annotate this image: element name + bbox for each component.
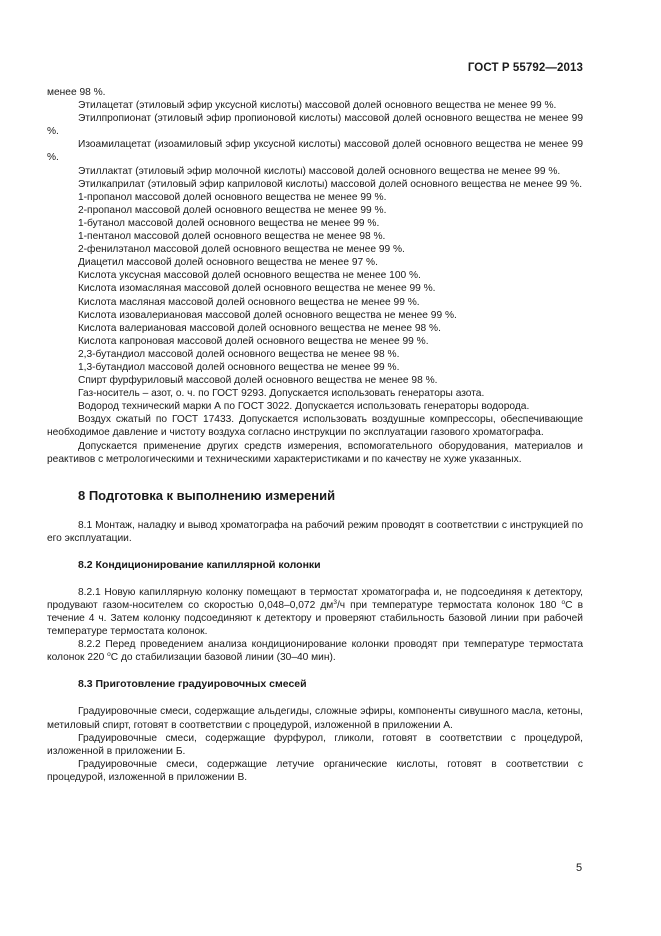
paragraph: Градуировочные смеси, содержащие летучие органические кислоты, готовят в соответствии с процедурой, изложенной в приложении В.	[47, 758, 583, 783]
paragraph: Кислота изомасляная массовой долей основного вещества не менее 99 %.	[78, 283, 436, 295]
document-header: ГОСТ Р 55792—2013	[467, 62, 583, 74]
paragraph: 2-фенилэтанол массовой долей основного вещества не менее 99 %.	[78, 244, 405, 256]
paragraph: 1-пентанол массовой долей основного вещества не менее 98 %.	[78, 231, 386, 243]
paragraph: Допускается применение других средств измерения, вспомогательного оборудования, материалов и реактивов с метрологическими и техническими характеристиками и по качеству не хуже указанных.	[47, 440, 583, 465]
paragraph: 1-пропанол массовой долей основного вещества не менее 99 %.	[78, 191, 387, 203]
section-heading: 8 Подготовка к выполнению измерений	[78, 487, 336, 503]
paragraph: Этилкаприлат (этиловый эфир каприловой кислоты) массовой долей основного вещества не менее 99 %.	[78, 178, 583, 190]
paragraph: Воздух сжатый по ГОСТ 17433. Допускается использовать воздушные компрессоры, обеспечивающие необходимое давление и чистоту воздуха согласно инструкции по эксплуатации газового хроматографа.	[47, 414, 583, 439]
paragraph: Водород технический марки А по ГОСТ 3022. Допускается использовать генераторы водорода.	[78, 401, 530, 413]
paragraph: менее 98 %.	[47, 87, 106, 98]
paragraph: Этиллактат (этиловый эфир молочной кислоты) массовой долей основного вещества не менее 99 %.	[78, 165, 561, 177]
paragraph: 8.2.2 Перед проведением анализа кондиционирование колонки проводят при температуре термостата колонок 220 $^о$С до стабилизации базовой линии (30–40 мин).	[47, 639, 583, 664]
document-body	[47, 86, 583, 784]
paragraph: Градуировочные смеси, содержащие фурфурол, гликоли, готовят в соответствии с процедурой, изложенной в приложении Б.	[47, 732, 583, 757]
page-number: 5	[576, 862, 583, 874]
paragraph: 1-бутанол массовой долей основного вещества не менее 99 %.	[78, 217, 380, 229]
paragraph: Спирт фурфуриловый массовой долей основного вещества не менее 98 %.	[78, 375, 438, 387]
paragraph: 2-пропанол массовой долей основного вещества не менее 99 %.	[78, 204, 387, 216]
paragraph: Кислота капроновая массовой долей основного вещества не менее 99 %.	[78, 335, 429, 347]
paragraph: Кислота уксусная массовой долей основного вещества не менее 100 %.	[78, 270, 421, 282]
paragraph: Кислота масляная массовой долей основного вещества не менее 99 %.	[78, 296, 420, 308]
paragraph: Кислота изовалериановая массовой долей основного вещества не менее 99 %.	[78, 309, 457, 321]
paragraph: 8.1 Монтаж, наладку и вывод хроматографа на рабочий режим проводят в соответствии с инструкцией по его эксплуатации.	[47, 519, 583, 544]
subsection-heading: 8.2 Кондиционирование капиллярной колонки	[78, 558, 321, 571]
paragraph: Изоамилацетат (изоамиловый эфир уксусной кислоты) массовой долей основного вещества не менее 99 %.	[47, 139, 583, 164]
paragraph: 8.2.1 Новую капиллярную колонку помещают в термостат хроматографа и, не подсоединяя к детектору, продувают газом-носителем со скоростью 0,048–0,072 $дм^3/ч$ при температуре термостата колонок 180 $^о$С в течение 4 ч. Затем колонку подсоединяют к детектору и проверяют стабильность базовой линии при рабочей температуре термостата колонок.	[47, 586, 584, 638]
paragraph: 1,3-бутандиол массовой долей основного вещества не менее 99 %.	[78, 361, 400, 373]
paragraph: Диацетил массовой долей основного вещества не менее 97 %.	[78, 257, 378, 269]
paragraph: Градуировочные смеси, содержащие альдегиды, сложные эфиры, компоненты сивушного масла, кетоны, метиловый спирт, готовят в соответствии с процедурой, изложенной в приложении А.	[47, 706, 583, 731]
paragraph: Этилацетат (этиловый эфир уксусной кислоты) массовой долей основного вещества не менее 99 %.	[78, 100, 557, 112]
paragraph: Кислота валериановая массовой долей основного вещества не менее 98 %.	[78, 322, 441, 334]
subsection-heading: 8.3 Приготовление градуировочных смесей	[78, 678, 307, 691]
paragraph: Газ-носитель – азот, о. ч. по ГОСТ 9293. Допускается использовать генераторы азота.	[78, 388, 485, 400]
paragraph: Этилпропионат (этиловый эфир пропионовой кислоты) массовой долей основного вещества не менее 99 %.	[47, 113, 583, 138]
paragraph: 2,3-бутандиол массовой долей основного вещества не менее 98 %.	[78, 348, 400, 360]
